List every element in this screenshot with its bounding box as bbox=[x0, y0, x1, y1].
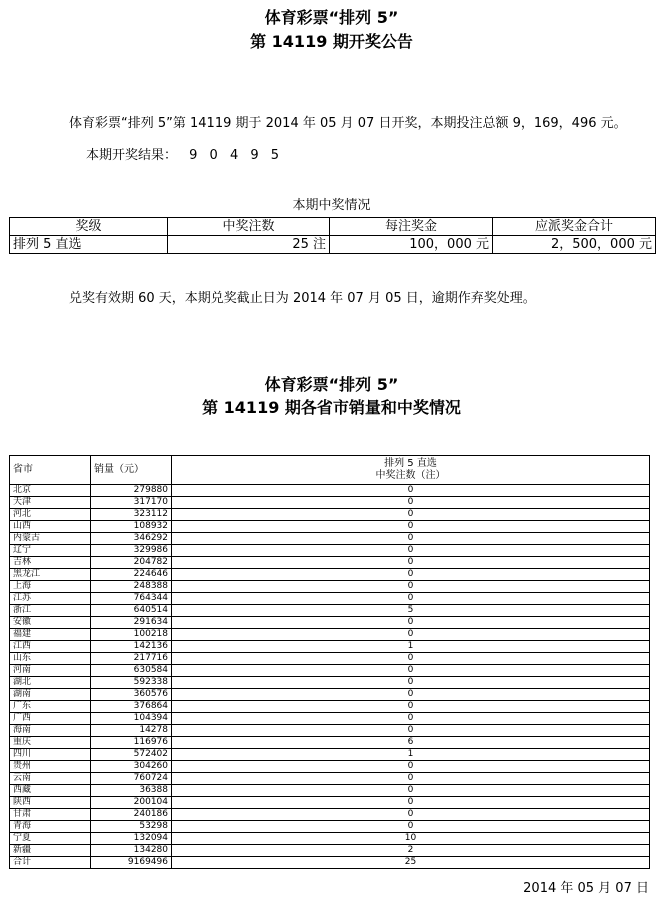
prize-table bbox=[9, 217, 656, 254]
winner-count: 0 bbox=[172, 689, 650, 701]
sales-value: 224646 bbox=[91, 569, 172, 581]
table-row bbox=[10, 569, 650, 581]
header-winner-count: 中奖注数 bbox=[168, 218, 330, 236]
province-name: 内蒙古 bbox=[10, 533, 91, 545]
winner-count: 1 bbox=[172, 749, 650, 761]
header-winners-line2: 中奖注数（注） bbox=[375, 470, 446, 481]
sales-value: 142136 bbox=[91, 641, 172, 653]
table-row bbox=[10, 713, 650, 725]
sales-value: 204782 bbox=[91, 557, 172, 569]
prize-table-caption: 本期中奖情况 bbox=[292, 198, 371, 213]
winner-count: 0 bbox=[172, 545, 650, 557]
prize-level: 排列 5 直选 bbox=[10, 236, 168, 254]
province-name: 浙江 bbox=[10, 605, 91, 617]
table-row bbox=[10, 593, 650, 605]
announcement-summary: 体育彩票“排列 5”第 14119 期于 2014 年 05 月 07 日开奖，本期投注总额 9，169，496 元。 bbox=[69, 116, 627, 131]
winner-count: 0 bbox=[172, 761, 650, 773]
winner-count: 1 bbox=[172, 641, 650, 653]
province-name: 北京 bbox=[10, 485, 91, 497]
winner-count: 0 bbox=[172, 665, 650, 677]
winner-count: 0 bbox=[172, 521, 650, 533]
winner-count: 0 bbox=[172, 617, 650, 629]
province-name: 合计 bbox=[10, 857, 91, 869]
table-row bbox=[10, 821, 650, 833]
winner-count: 25 注 bbox=[168, 236, 330, 254]
province-name: 辽宁 bbox=[10, 545, 91, 557]
footer-date: 2014 年 05 月 07 日 bbox=[523, 881, 649, 896]
province-name: 陕西 bbox=[10, 797, 91, 809]
title-line1: 体育彩票“排列 5” bbox=[264, 8, 399, 27]
winner-count: 6 bbox=[172, 737, 650, 749]
sales-value: 14278 bbox=[91, 725, 172, 737]
prize-table-row bbox=[10, 236, 656, 254]
winner-count: 0 bbox=[172, 797, 650, 809]
sales-value: 248388 bbox=[91, 581, 172, 593]
table-row bbox=[10, 725, 650, 737]
province-name: 广西 bbox=[10, 713, 91, 725]
sales-value: 116976 bbox=[91, 737, 172, 749]
province-name: 山西 bbox=[10, 521, 91, 533]
table-row bbox=[10, 737, 650, 749]
result-numbers: 9 0 4 9 5 bbox=[189, 148, 284, 163]
winner-count: 0 bbox=[172, 485, 650, 497]
province-name: 云南 bbox=[10, 773, 91, 785]
province-name: 甘肃 bbox=[10, 809, 91, 821]
province-name: 宁夏 bbox=[10, 833, 91, 845]
table-row bbox=[10, 509, 650, 521]
province-name: 江西 bbox=[10, 641, 91, 653]
table-row bbox=[10, 677, 650, 689]
province-table-header bbox=[10, 456, 650, 485]
winner-count: 0 bbox=[172, 593, 650, 605]
province-name: 山东 bbox=[10, 653, 91, 665]
sales-value: 346292 bbox=[91, 533, 172, 545]
header-prize-per-ticket: 每注奖金 bbox=[330, 218, 493, 236]
province-name: 湖北 bbox=[10, 677, 91, 689]
table-row bbox=[10, 689, 650, 701]
winner-count: 2 bbox=[172, 845, 650, 857]
table-row bbox=[10, 521, 650, 533]
winner-count: 0 bbox=[172, 653, 650, 665]
redemption-notice: 兑奖有效期 60 天，本期兑奖截止日为 2014 年 07 月 05 日，逾期作弃奖处理。 bbox=[69, 291, 536, 306]
sales-value: 240186 bbox=[91, 809, 172, 821]
table-row bbox=[10, 833, 650, 845]
sales-value: 304260 bbox=[91, 761, 172, 773]
sales-value: 9169496 bbox=[91, 857, 172, 869]
sales-value: 317170 bbox=[91, 497, 172, 509]
table-row bbox=[10, 617, 650, 629]
table-row bbox=[10, 809, 650, 821]
sales-value: 376864 bbox=[91, 701, 172, 713]
sales-value: 572402 bbox=[91, 749, 172, 761]
winner-count: 0 bbox=[172, 821, 650, 833]
winner-count: 0 bbox=[172, 629, 650, 641]
title-line2: 第 14119 期开奖公告 bbox=[250, 32, 413, 51]
table-row bbox=[10, 497, 650, 509]
table-row bbox=[10, 749, 650, 761]
header-sales: 销量（元） bbox=[91, 456, 172, 485]
sales-value: 640514 bbox=[91, 605, 172, 617]
header-province: 省市 bbox=[10, 456, 91, 485]
winner-count: 0 bbox=[172, 557, 650, 569]
table-row bbox=[10, 701, 650, 713]
result-label: 本期开奖结果： bbox=[86, 148, 178, 163]
winner-count: 0 bbox=[172, 497, 650, 509]
sales-value: 217716 bbox=[91, 653, 172, 665]
table-row bbox=[10, 785, 650, 797]
province-name: 重庆 bbox=[10, 737, 91, 749]
sales-value: 104394 bbox=[91, 713, 172, 725]
table-row bbox=[10, 797, 650, 809]
sales-value: 323112 bbox=[91, 509, 172, 521]
sales-value: 100218 bbox=[91, 629, 172, 641]
sales-value: 592338 bbox=[91, 677, 172, 689]
table-row bbox=[10, 761, 650, 773]
table-row bbox=[10, 545, 650, 557]
table-row bbox=[10, 773, 650, 785]
winner-count: 0 bbox=[172, 809, 650, 821]
province-name: 上海 bbox=[10, 581, 91, 593]
province-name: 贵州 bbox=[10, 761, 91, 773]
sales-value: 360576 bbox=[91, 689, 172, 701]
sales-value: 132094 bbox=[91, 833, 172, 845]
total-prize: 2，500，000 元 bbox=[493, 236, 656, 254]
province-name: 新疆 bbox=[10, 845, 91, 857]
table-row bbox=[10, 557, 650, 569]
table-row bbox=[10, 641, 650, 653]
section2-title-line2: 第 14119 期各省市销量和中奖情况 bbox=[202, 398, 461, 417]
province-name: 西藏 bbox=[10, 785, 91, 797]
sales-value: 291634 bbox=[91, 617, 172, 629]
province-name: 安徽 bbox=[10, 617, 91, 629]
province-name: 四川 bbox=[10, 749, 91, 761]
sales-value: 329986 bbox=[91, 545, 172, 557]
table-row bbox=[10, 857, 650, 869]
table-row bbox=[10, 485, 650, 497]
table-row bbox=[10, 845, 650, 857]
sales-value: 764344 bbox=[91, 593, 172, 605]
winner-count: 0 bbox=[172, 533, 650, 545]
province-name: 河南 bbox=[10, 665, 91, 677]
province-name: 江苏 bbox=[10, 593, 91, 605]
sales-value: 760724 bbox=[91, 773, 172, 785]
sales-value: 36388 bbox=[91, 785, 172, 797]
header-winners bbox=[172, 456, 650, 485]
sales-value: 53298 bbox=[91, 821, 172, 833]
table-row bbox=[10, 605, 650, 617]
prize-table-header-row bbox=[10, 218, 656, 236]
winner-count: 5 bbox=[172, 605, 650, 617]
sales-value: 108932 bbox=[91, 521, 172, 533]
province-name: 黑龙江 bbox=[10, 569, 91, 581]
table-row bbox=[10, 629, 650, 641]
province-name: 广东 bbox=[10, 701, 91, 713]
table-row bbox=[10, 665, 650, 677]
province-name: 河北 bbox=[10, 509, 91, 521]
prize-per-ticket: 100，000 元 bbox=[330, 236, 493, 254]
province-table bbox=[9, 455, 650, 869]
section2-title-line1: 体育彩票“排列 5” bbox=[264, 375, 399, 394]
winner-count: 0 bbox=[172, 701, 650, 713]
winner-count: 0 bbox=[172, 725, 650, 737]
province-name: 青海 bbox=[10, 821, 91, 833]
winner-count: 25 bbox=[172, 857, 650, 869]
table-row bbox=[10, 533, 650, 545]
winner-count: 0 bbox=[172, 713, 650, 725]
table-row bbox=[10, 581, 650, 593]
winner-count: 0 bbox=[172, 509, 650, 521]
province-name: 福建 bbox=[10, 629, 91, 641]
province-name: 海南 bbox=[10, 725, 91, 737]
winner-count: 0 bbox=[172, 785, 650, 797]
sales-value: 279880 bbox=[91, 485, 172, 497]
header-prize-level: 奖级 bbox=[10, 218, 168, 236]
winner-count: 0 bbox=[172, 569, 650, 581]
result-row bbox=[86, 147, 283, 165]
winner-count: 0 bbox=[172, 677, 650, 689]
province-name: 湖南 bbox=[10, 689, 91, 701]
winner-count: 10 bbox=[172, 833, 650, 845]
table-row bbox=[10, 653, 650, 665]
winner-count: 0 bbox=[172, 581, 650, 593]
sales-value: 630584 bbox=[91, 665, 172, 677]
header-winners-line1: 排列 5 直选 bbox=[384, 458, 437, 469]
province-name: 天津 bbox=[10, 497, 91, 509]
province-name: 吉林 bbox=[10, 557, 91, 569]
sales-value: 200104 bbox=[91, 797, 172, 809]
sales-value: 134280 bbox=[91, 845, 172, 857]
winner-count: 0 bbox=[172, 773, 650, 785]
header-total-prize: 应派奖金合计 bbox=[493, 218, 656, 236]
